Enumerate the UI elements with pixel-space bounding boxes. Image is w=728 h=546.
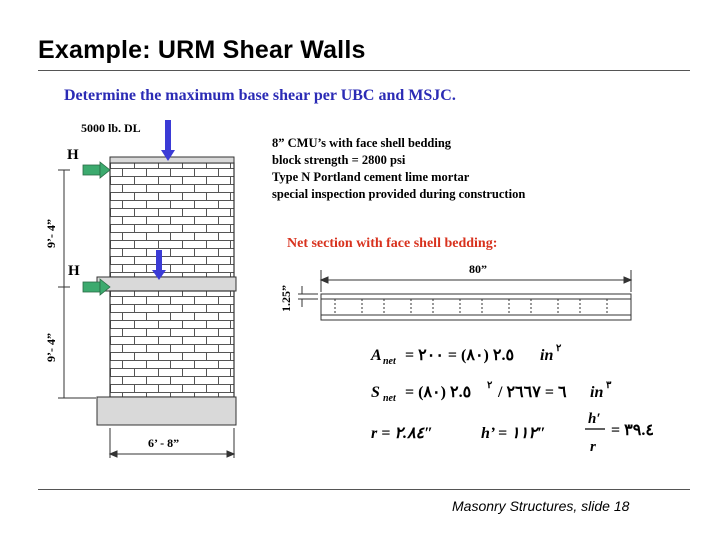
equation-snet <box>371 380 612 404</box>
dead-load-arrow <box>161 120 175 161</box>
wall-length-label: 6’ - 8” <box>148 436 180 450</box>
anet-unit: in <box>540 347 554 364</box>
anet-rhs: = ٢.٥ (٨٠) = ٢٠٠ <box>405 347 515 364</box>
ratio-numerator: h′ <box>588 411 601 427</box>
floor-slab <box>97 277 236 291</box>
h-top-arrow <box>83 162 110 178</box>
net-section-width-label: 80” <box>469 262 487 276</box>
net-section-drawing <box>321 294 631 320</box>
anet-exponent: ٢ <box>556 343 562 354</box>
snet-exponent: ٣ <box>606 380 612 391</box>
snet-subscript: net <box>383 393 396 404</box>
lower-wall <box>110 291 234 397</box>
slide-subtitle: Determine the maximum base shear per UBC and MSJC. <box>64 87 456 104</box>
lower-height-label: 9’- 4” <box>44 333 58 362</box>
snet-rhs: = ٢.٥ (٨٠) <box>405 384 472 401</box>
note-line-3: Type N Portland cement lime mortar <box>272 170 470 184</box>
equation-radius <box>371 411 654 455</box>
footing <box>97 397 236 425</box>
snet-symbol: S <box>371 384 380 401</box>
h-top-label: H <box>67 147 79 163</box>
anet-symbol: A <box>371 347 382 364</box>
face-shell-thickness-label: 1.25” <box>279 285 293 312</box>
anet-subscript: net <box>383 356 396 367</box>
snet-square: ٢ <box>487 380 493 391</box>
r-equation: r = ٢.٨٤″ <box>371 425 433 442</box>
footer-divider <box>38 489 690 490</box>
upper-wall <box>110 163 234 277</box>
net-section-title: Net section with face shell bedding: <box>287 236 498 251</box>
slide-title: Example: URM Shear Walls <box>38 36 366 64</box>
snet-rhs2: / ٦ = ٢٦٦٧ <box>498 384 567 401</box>
upper-height-label: 9’- 4” <box>44 219 58 248</box>
equation-anet <box>370 343 562 367</box>
ratio-denominator: r <box>590 439 596 455</box>
dead-load-label: 5000 lb. DL <box>81 121 141 135</box>
slide-footer: Masonry Structures, slide 18 <box>452 498 630 514</box>
snet-unit: in <box>590 384 604 401</box>
note-line-2: block strength = 2800 psi <box>272 153 406 167</box>
note-line-1: 8” CMU’s with face shell bedding <box>272 136 452 150</box>
h-equation: h’ = ١١٢″ <box>481 425 546 442</box>
note-line-4: special inspection provided during construction <box>272 187 526 201</box>
face-shell-dimension <box>298 286 318 307</box>
roof-slab <box>110 157 234 163</box>
h-mid-label: H <box>68 263 80 279</box>
ratio-result: = ٣٩.٤ <box>611 422 654 439</box>
